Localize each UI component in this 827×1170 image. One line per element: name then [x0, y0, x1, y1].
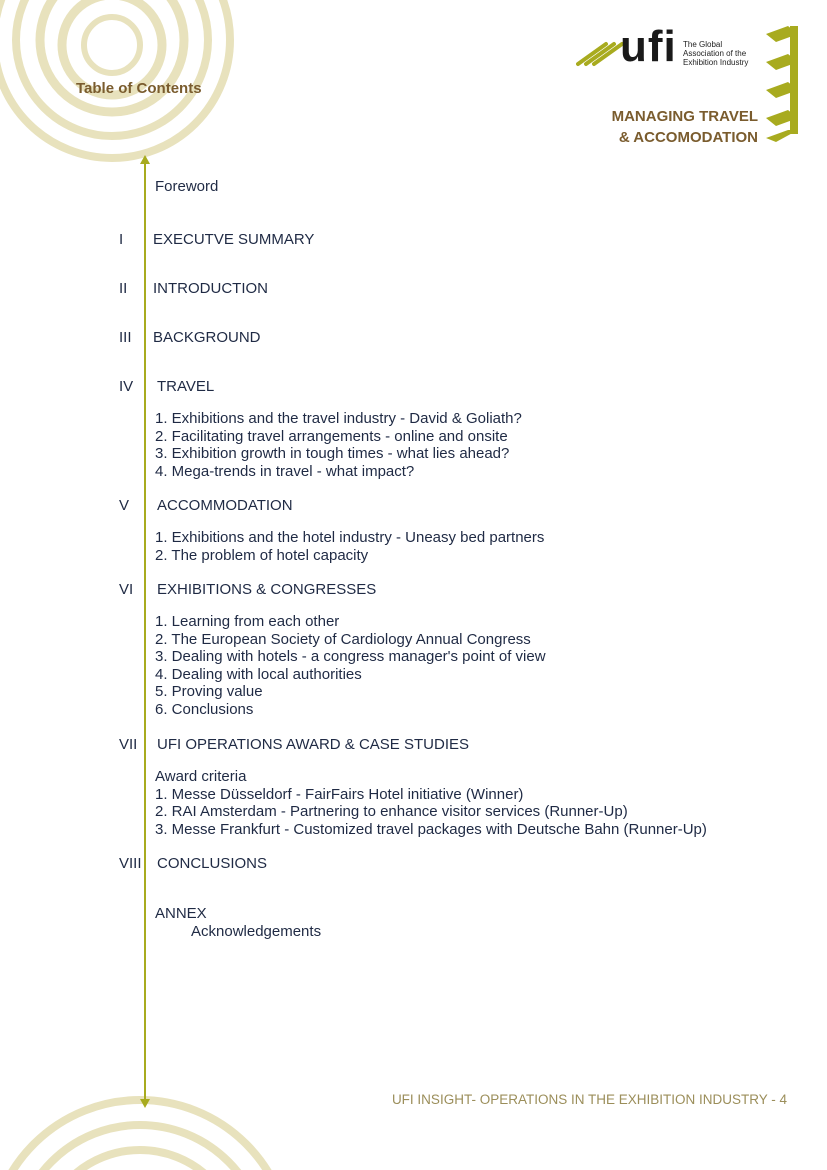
section-number: VIII	[119, 855, 142, 872]
toc-section-executive-summary[interactable]	[119, 231, 719, 248]
page-heading: Table of Contents	[76, 80, 202, 97]
toc-subitem[interactable]: 2. The problem of hotel capacity	[155, 546, 369, 564]
toc-subitem[interactable]: 4. Mega-trends in travel - what impact?	[155, 462, 415, 480]
section-title: INTRODUCTION	[153, 280, 268, 297]
arrow-up-icon	[140, 155, 150, 164]
annex-acknowledgements[interactable]: Acknowledgements	[191, 923, 322, 940]
toc-subitem[interactable]: 1. Exhibitions and the hotel industry - Uneasy bed partners	[155, 529, 545, 546]
toc-section-exhibitions-congresses[interactable]	[119, 581, 719, 598]
toc-annex	[155, 905, 321, 941]
document-title-line: & ACCOMODATION	[618, 129, 758, 146]
toc-subitem[interactable]: Award criteria	[155, 768, 247, 785]
toc-subitem[interactable]: 2. RAI Amsterdam - Partnering to enhance visitor services (Runner-Up)	[155, 803, 628, 821]
timeline-arrow	[138, 155, 152, 1110]
section-number: II	[119, 280, 128, 297]
logo-tagline	[683, 40, 748, 67]
decorative-rings-bottom	[0, 1100, 290, 1170]
toc-section-introduction[interactable]	[119, 280, 719, 297]
toc-subitem[interactable]: 2. Facilitating travel arrangements - online and onsite	[155, 427, 508, 445]
toc-section-accommodation[interactable]	[119, 497, 719, 514]
toc-section-conclusions[interactable]	[119, 855, 719, 872]
section-number: VI	[119, 581, 134, 598]
page-footer: UFI INSIGHT- OPERATIONS IN THE EXHIBITION INDUSTRY - 4	[391, 1092, 787, 1107]
toc-subitem[interactable]: 6. Conclusions	[155, 700, 254, 718]
toc-subitem[interactable]: 3. Messe Frankfurt - Customized travel packages with Deutsche Bahn (Runner-Up)	[155, 820, 707, 838]
section-title: UFI OPERATIONS AWARD & CASE STUDIES	[157, 736, 469, 753]
chevron-stripes-icon	[766, 26, 798, 142]
section-number: I	[119, 231, 124, 248]
toc-section-background[interactable]	[119, 329, 719, 346]
accommodation-subsections	[155, 529, 544, 564]
toc-section-ufi-operations-award[interactable]	[119, 736, 719, 753]
toc-foreword[interactable]: Foreword	[155, 178, 219, 195]
toc-subitem[interactable]: 3. Exhibition growth in tough times - what lies ahead?	[155, 445, 510, 463]
toc-subitem[interactable]: 1. Learning from each other	[155, 613, 340, 630]
section-title: BACKGROUND	[153, 329, 261, 346]
toc-subitem[interactable]: 1. Exhibitions and the travel industry - David & Goliath?	[155, 410, 522, 427]
award-subsections	[155, 768, 707, 838]
document-title	[612, 106, 758, 148]
toc-subitem[interactable]: 3. Dealing with hotels - a congress manager's point of view	[155, 648, 546, 666]
logo-wordmark: ufi	[620, 22, 677, 71]
speed-lines-icon	[578, 44, 622, 64]
section-title: CONCLUSIONS	[157, 855, 268, 872]
logo-tagline-line: The Global	[683, 40, 723, 49]
section-number: VII	[119, 736, 138, 753]
section-title: TRAVEL	[157, 378, 215, 395]
annex-title[interactable]: ANNEX	[155, 905, 207, 922]
section-number: IV	[119, 378, 134, 395]
section-title: EXECUTVE SUMMARY	[153, 231, 315, 248]
logo-tagline-line: Association of the	[683, 49, 747, 58]
section-number: III	[119, 329, 132, 346]
toc-subitem[interactable]: 5. Proving value	[155, 683, 263, 701]
toc-subitem[interactable]: 4. Dealing with local authorities	[155, 665, 362, 683]
section-title: ACCOMMODATION	[157, 497, 293, 514]
toc-subitem[interactable]: 2. The European Society of Cardiology Annual Congress	[155, 630, 531, 648]
document-title-line: MANAGING TRAVEL	[611, 108, 758, 125]
exhibitions-subsections	[155, 613, 546, 719]
section-title: EXHIBITIONS & CONGRESSES	[157, 581, 377, 598]
toc-subitem[interactable]: 1. Messe Düsseldorf - FairFairs Hotel initiative (Winner)	[155, 785, 524, 803]
logo-tagline-line: Exhibition Industry	[683, 58, 749, 67]
travel-subsections	[155, 410, 522, 480]
arrow-down-icon	[140, 1099, 150, 1108]
section-number: V	[119, 497, 130, 514]
toc-section-travel[interactable]	[119, 378, 719, 395]
